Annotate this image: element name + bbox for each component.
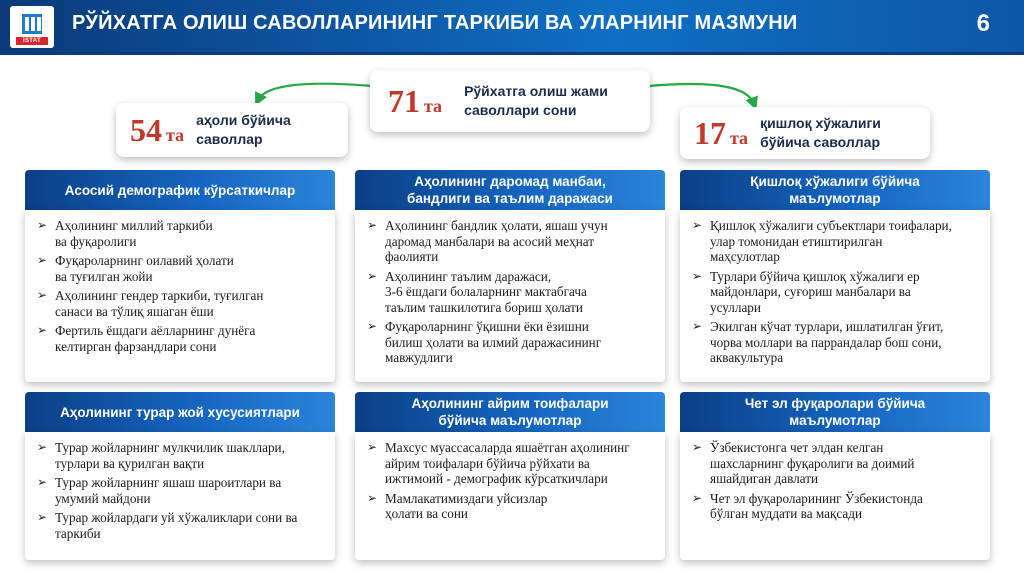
item-line: айрим тоифалари бўйича рўйхати ва [385, 455, 590, 471]
card-title-line: маълумотлар [789, 413, 881, 428]
item-line: маҳсулотлар [710, 249, 780, 264]
list-item [37, 475, 325, 506]
stat-unit: та [424, 95, 443, 116]
item-line: ➢ Турар жойларнинг мулкчилик шакллари, [55, 440, 285, 455]
list-item [367, 319, 655, 366]
item-line: бўлган муддати ва мақсади [710, 506, 863, 521]
card-body [680, 210, 990, 382]
list-item [367, 440, 655, 487]
stat-description [760, 114, 881, 152]
item-line: ва фуқаролиги [55, 233, 137, 249]
list-item [692, 440, 980, 487]
item-line: ➢ Ўзбекистонга чет элдан келган [710, 440, 884, 455]
arrow-left [258, 84, 372, 100]
item-line: усуллари [710, 299, 761, 315]
item-line: ➢ Мамлакатимиздаги уйсизлар [385, 490, 548, 506]
card-title [680, 392, 990, 432]
list-item [37, 218, 325, 249]
card-title [680, 170, 990, 210]
stat-unit: та [730, 127, 749, 148]
statistics-logo [10, 6, 54, 48]
stat-number: 71 [388, 82, 420, 119]
card-body [355, 210, 665, 382]
card-title-line: маълумотлар [789, 191, 881, 206]
stat-desc-line: қишлоқ хўжалиги [760, 115, 881, 131]
list-item [37, 253, 325, 284]
item-line: шахсларнинг фуқаролиги ва доимий [710, 455, 915, 471]
card-demographic-indicators [25, 170, 335, 382]
card-title-line: Қишлоқ хўжалиги бўйича [750, 174, 920, 189]
item-line: чорва моллари ва паррандалар бош сони, [710, 334, 942, 350]
item-line: ➢ Экилган кўчат турлари, ишлатилган ўғит, [710, 319, 944, 334]
item-line: ➢ Махсус муассасаларда яшаётган аҳолининг [385, 440, 630, 455]
arrow-right [648, 84, 754, 104]
stat-number: 54 [130, 111, 162, 148]
list-item [37, 510, 325, 541]
item-line: улар томонидан етиштирилган [710, 233, 883, 249]
card-body [25, 210, 335, 382]
logo-stamp: ISTAT [16, 37, 48, 45]
page-number: 6 [976, 10, 990, 37]
card-foreign-citizens [680, 392, 990, 560]
item-line: умумий майдони [55, 490, 151, 506]
item-line: ➢ Турлари бўйича қишлоқ хўжалиги ер [710, 268, 920, 284]
list-item [367, 269, 655, 316]
list-item [37, 440, 325, 471]
card-title [25, 170, 335, 210]
item-line: ➢ Қишлоқ хўжалиги субъектлари тоифалари, [710, 218, 952, 233]
item-line: даромад манбалари ва асосий меҳнат [385, 233, 595, 249]
item-line: ➢ Аҳолининг гендер таркиби, туғилган [55, 288, 264, 303]
card-housing-characteristics [25, 392, 335, 560]
card-title-line: Аҳолининг турар жой хусусиятлари [60, 404, 300, 420]
stat-agriculture-questions [680, 107, 930, 159]
card-income-employment-education [355, 170, 665, 382]
list-item [37, 323, 325, 354]
page-title: РЎЙХАТГА ОЛИШ САВОЛЛАРИНИНГ ТАРКИБИ ВА УЛАРНИНГ МАЗМУНИ [72, 12, 798, 34]
building-icon [22, 14, 42, 34]
stat-desc-line: саволлар [196, 131, 263, 147]
item-line: ва туғилган жойи [55, 268, 153, 284]
item-line: таркиби [55, 525, 101, 541]
card-specific-population-categories [355, 392, 665, 560]
stat-description [196, 111, 291, 149]
stat-desc-line: саволлари сони [464, 102, 577, 118]
item-line: 3-6 ёшдаги болаларнинг мактабгача [385, 284, 587, 299]
card-body [25, 432, 335, 560]
card-title-line: бандлиги ва таълим даражаси [407, 191, 613, 206]
item-line: ➢ Фуқароларнинг ўқишни ёки ёзишни [385, 319, 589, 334]
card-title-line: Чет эл фуқаролари бўйича [744, 396, 926, 411]
card-agriculture-data [680, 170, 990, 382]
stat-description [464, 82, 608, 120]
stat-desc-line: Рўйхатга олиш жами [464, 83, 608, 99]
list-item [692, 319, 980, 366]
item-line: мавжудлиги [385, 350, 453, 365]
header-bar [0, 0, 1024, 55]
item-line: ➢ Фертиль ёшдаги аёлларнинг дунёга [55, 323, 256, 338]
list-item [367, 491, 655, 522]
item-line: ҳолати ва сони [385, 506, 468, 521]
stat-desc-line: бўйича саволлар [760, 134, 881, 150]
item-line: ➢ Аҳолининг бандлик ҳолати, яшаш учун [385, 218, 608, 233]
item-line: турлари ва қурилган вақти [55, 455, 205, 471]
item-line: ➢ Аҳолининг миллий таркиби [55, 218, 213, 233]
item-line: ➢ Аҳолининг таълим даражаси, [385, 268, 552, 284]
stat-total-questions [370, 70, 650, 132]
stat-population-questions [116, 103, 348, 157]
item-line: санаси ва тўлиқ яшаган ёши [55, 303, 214, 319]
list-item [37, 288, 325, 319]
card-title [355, 392, 665, 432]
item-line: келтирган фарзандлари сони [55, 338, 217, 354]
card-body [355, 432, 665, 560]
item-line: ижтимоий - демографик кўрсаткичлари [385, 471, 608, 486]
list-item [367, 218, 655, 265]
item-line: таълим ташкилотига бориш ҳолати [385, 299, 583, 315]
item-line: ➢ Турар жойларнинг яшаш шароитлари ва [55, 475, 282, 490]
item-line: ➢ Чет эл фуқароларининг Ўзбекистонда [710, 490, 923, 506]
list-item [692, 218, 980, 265]
stat-number: 17 [694, 114, 726, 151]
card-title [355, 170, 665, 210]
card-body [680, 432, 990, 560]
card-title-line: Аҳолининг айрим тоифалари [411, 396, 609, 411]
item-line: ➢ Фуқароларнинг оилавий ҳолати [55, 253, 234, 268]
list-item [692, 491, 980, 522]
card-title-line: Асосий демографик кўрсаткичлар [64, 182, 296, 198]
item-line: майдонлари, суғориш манбалари ва [710, 284, 911, 299]
card-title-line: бўйича маълумотлар [438, 413, 582, 428]
item-line: ➢ Турар жойлардаги уй хўжаликлари сони ва [55, 510, 298, 525]
item-line: фаолияти [385, 249, 439, 264]
stat-unit: та [166, 124, 185, 145]
item-line: аквакультура [710, 350, 784, 365]
item-line: яшайдиган давлати [710, 471, 819, 486]
item-line: билиш ҳолати ва илмий даражасининг [385, 334, 602, 350]
card-title-line: Аҳолининг даромад манбаи, [414, 174, 606, 189]
stat-desc-line: аҳоли бўйича [196, 112, 291, 128]
list-item [692, 269, 980, 316]
card-title [25, 392, 335, 432]
